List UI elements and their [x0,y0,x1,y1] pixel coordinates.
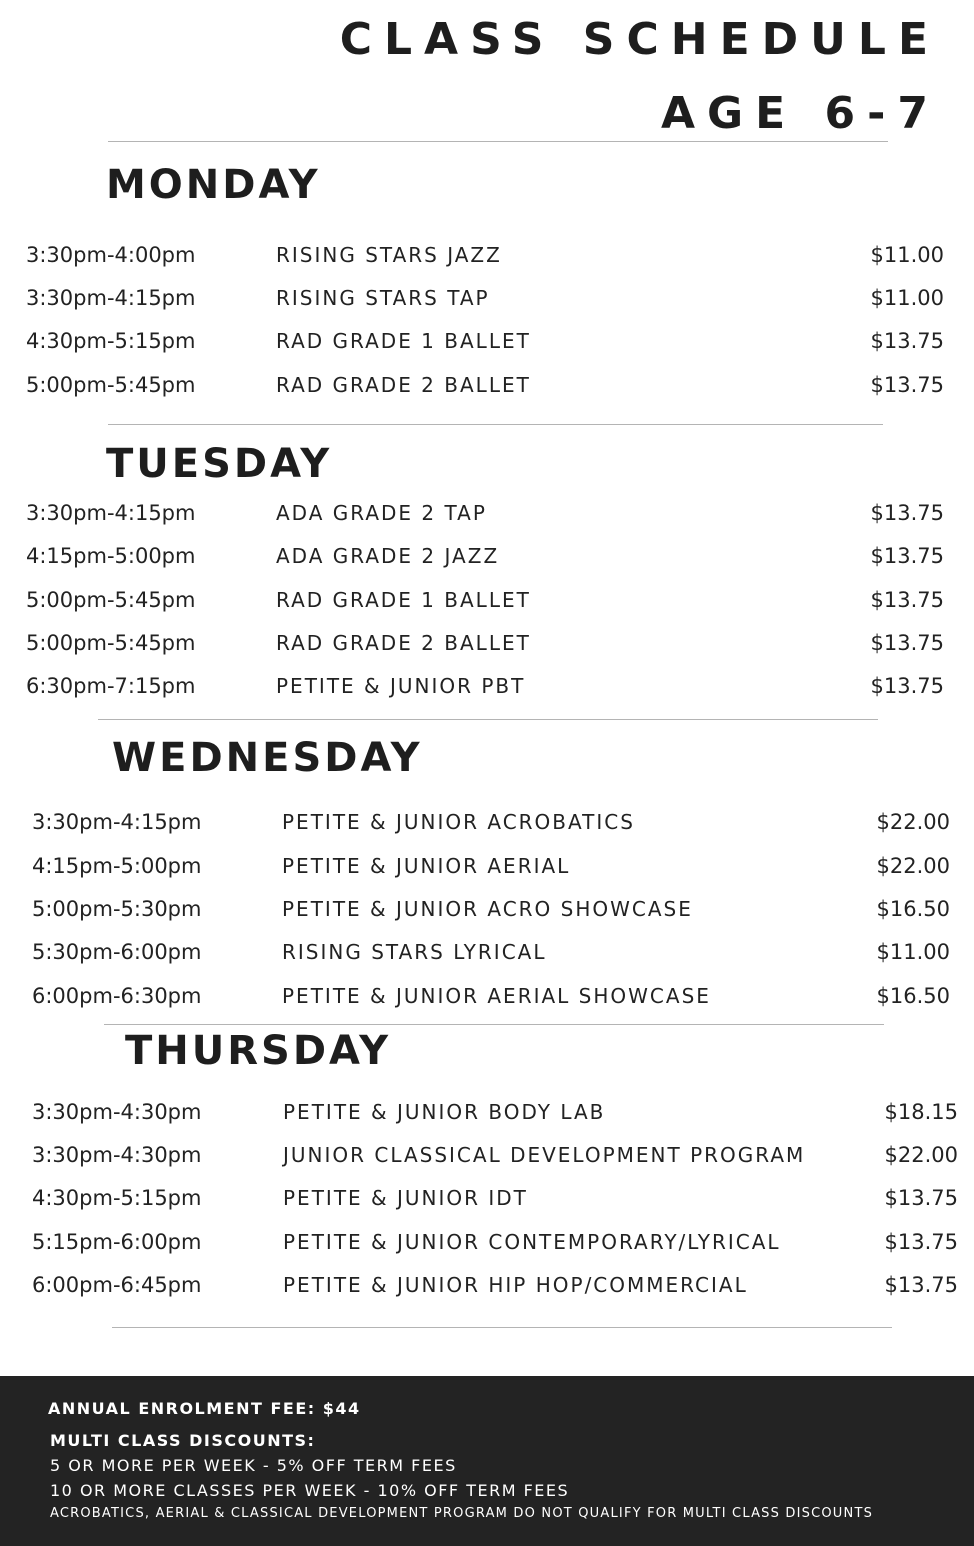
class-time: 4:30pm-5:15pm [26,329,196,353]
class-time: 3:30pm-4:15pm [26,501,196,525]
class-price: $18.15 [884,1100,958,1124]
class-price: $13.75 [884,1186,958,1210]
class-name: RISING STARS TAP [276,286,490,310]
class-time: 5:00pm-5:45pm [26,631,196,655]
class-time: 3:30pm-4:30pm [32,1143,202,1167]
discount-exclusion-note: ACROBATICS, AERIAL & CLASSICAL DEVELOPMENT PROGRAM DO NOT QUALIFY FOR MULTI CLASS DISCOUNTS [50,1506,874,1521]
class-row [0,802,974,842]
class-time: 3:30pm-4:15pm [26,286,196,310]
class-time: 4:15pm-5:00pm [32,854,202,878]
class-time: 5:00pm-5:30pm [32,897,202,921]
class-price: $13.75 [884,1273,958,1297]
section-divider [108,424,883,425]
enrolment-fee: ANNUAL ENROLMENT FEE: $44 [48,1399,361,1418]
class-row [0,1092,974,1132]
class-row [0,235,974,275]
class-price: $13.75 [870,329,944,353]
class-time: 6:00pm-6:45pm [32,1273,202,1297]
class-name: PETITE & JUNIOR IDT [283,1186,528,1210]
class-row [0,365,974,405]
class-row [0,623,974,663]
class-price: $16.50 [876,897,950,921]
class-row [0,580,974,620]
class-row [0,1178,974,1218]
class-name: PETITE & JUNIOR CONTEMPORARY/LYRICAL [283,1230,781,1254]
class-row [0,278,974,318]
class-row [0,666,974,706]
class-row [0,932,974,972]
class-time: 5:30pm-6:00pm [32,940,202,964]
class-row [0,976,974,1016]
class-name: PETITE & JUNIOR BODY LAB [283,1100,606,1124]
class-price: $22.00 [876,810,950,834]
class-price: $11.00 [870,243,944,267]
class-row [0,321,974,361]
class-price: $13.75 [884,1230,958,1254]
class-price: $22.00 [884,1143,958,1167]
class-name: PETITE & JUNIOR ACRO SHOWCASE [282,897,693,921]
class-time: 3:30pm-4:00pm [26,243,196,267]
schedule-title: CLASS SCHEDULE [339,14,940,65]
day-heading-thursday: THURSDAY [125,1028,392,1074]
discounts-heading: MULTI CLASS DISCOUNTS: [50,1431,316,1450]
class-name: RAD GRADE 2 BALLET [276,373,531,397]
fees-footer [0,1376,974,1546]
title-divider [108,141,888,142]
class-price: $13.75 [870,373,944,397]
age-group-title: AGE 6-7 [660,88,940,139]
class-row [0,889,974,929]
class-price: $22.00 [876,854,950,878]
class-time: 5:00pm-5:45pm [26,588,196,612]
class-time: 4:15pm-5:00pm [26,544,196,568]
class-price: $11.00 [870,286,944,310]
class-name: RAD GRADE 1 BALLET [276,588,531,612]
class-name: PETITE & JUNIOR AERIAL SHOWCASE [282,984,711,1008]
class-price: $16.50 [876,984,950,1008]
class-row [0,846,974,886]
day-heading-monday: MONDAY [106,162,321,208]
class-name: PETITE & JUNIOR HIP HOP/COMMERCIAL [283,1273,748,1297]
class-time: 6:30pm-7:15pm [26,674,196,698]
day-heading-tuesday: TUESDAY [106,441,333,487]
class-price: $13.75 [870,588,944,612]
class-price: $13.75 [870,631,944,655]
class-time: 3:30pm-4:30pm [32,1100,202,1124]
class-time: 5:15pm-6:00pm [32,1230,202,1254]
class-name: RISING STARS JAZZ [276,243,502,267]
class-time: 6:00pm-6:30pm [32,984,202,1008]
section-divider [104,1024,884,1025]
discount-line-1: 5 OR MORE PER WEEK - 5% OFF TERM FEES [50,1456,457,1475]
class-name: RAD GRADE 1 BALLET [276,329,531,353]
class-time: 3:30pm-4:15pm [32,810,202,834]
class-time: 5:00pm-5:45pm [26,373,196,397]
section-divider [98,719,878,720]
class-row [0,1222,974,1262]
class-price: $13.75 [870,544,944,568]
class-name: PETITE & JUNIOR PBT [276,674,526,698]
class-price: $13.75 [870,501,944,525]
class-price: $11.00 [876,940,950,964]
class-name: RISING STARS LYRICAL [282,940,547,964]
class-name: PETITE & JUNIOR ACROBATICS [282,810,635,834]
class-name: ADA GRADE 2 JAZZ [276,544,500,568]
class-row [0,1135,974,1175]
class-row [0,493,974,533]
class-price: $13.75 [870,674,944,698]
class-name: JUNIOR CLASSICAL DEVELOPMENT PROGRAM [283,1143,806,1167]
class-name: PETITE & JUNIOR AERIAL [282,854,571,878]
class-row [0,536,974,576]
class-time: 4:30pm-5:15pm [32,1186,202,1210]
day-heading-wednesday: WEDNESDAY [112,735,423,781]
class-name: RAD GRADE 2 BALLET [276,631,531,655]
class-row [0,1265,974,1305]
section-divider [112,1327,892,1328]
class-name: ADA GRADE 2 TAP [276,501,487,525]
discount-line-2: 10 OR MORE CLASSES PER WEEK - 10% OFF TERM FEES [50,1481,570,1500]
